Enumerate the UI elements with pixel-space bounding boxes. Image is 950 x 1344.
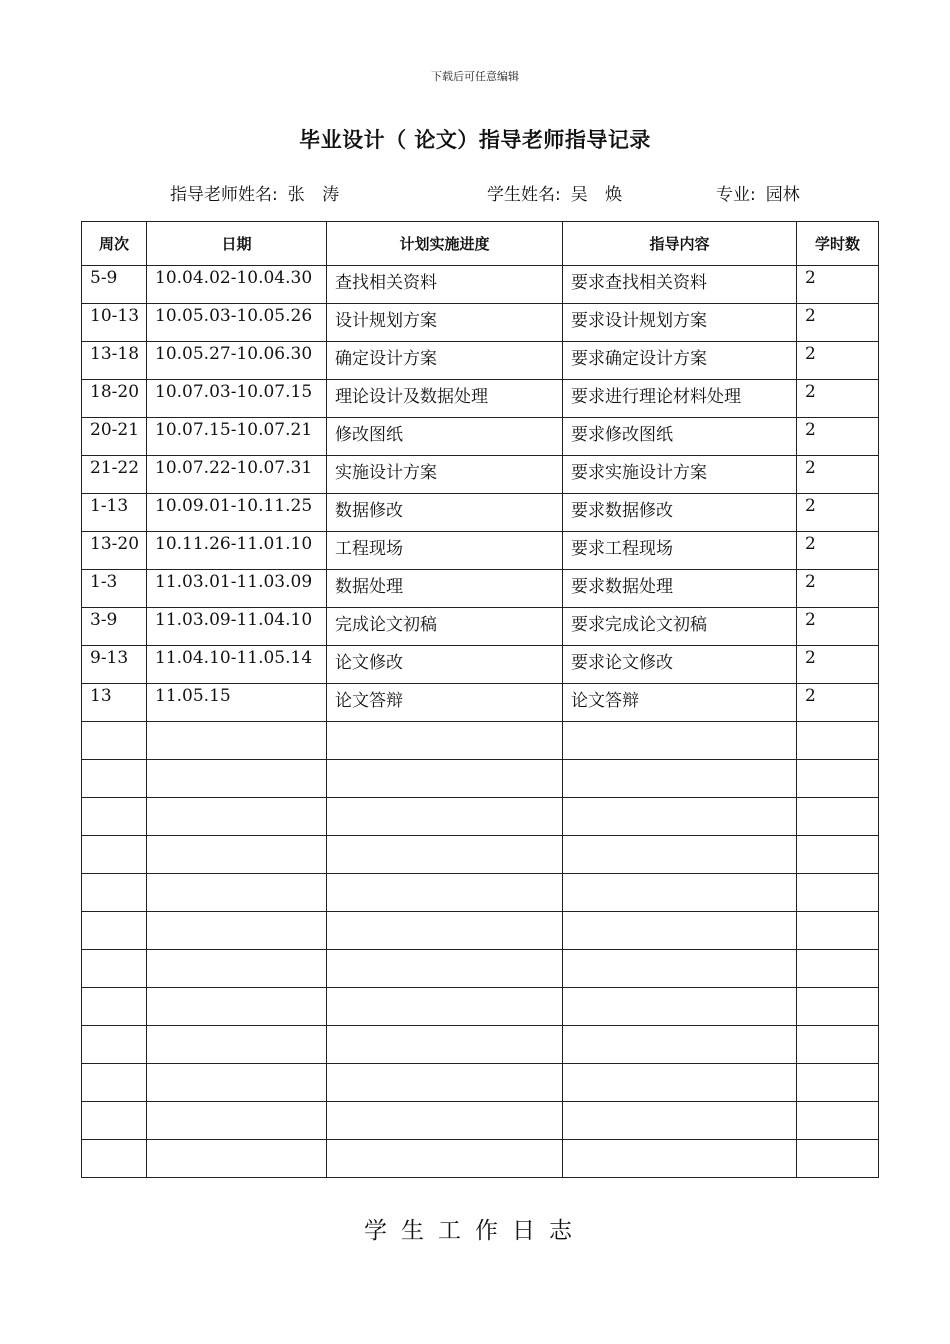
table-row	[82, 646, 879, 684]
cell-date: 10.07.03-10.07.15	[147, 380, 327, 418]
student-label: 学生姓名:	[487, 185, 561, 205]
cell-plan-progress: 确定设计方案	[327, 342, 563, 380]
cell-date	[147, 874, 327, 912]
cell-guidance-content	[563, 798, 797, 836]
cell-guidance-content	[563, 1026, 797, 1064]
table-header-row	[82, 222, 879, 266]
table-row	[82, 342, 879, 380]
cell-date	[147, 1026, 327, 1064]
cell-date: 11.04.10-11.05.14	[147, 646, 327, 684]
cell-date: 10.07.22-10.07.31	[147, 456, 327, 494]
table-row	[82, 608, 879, 646]
table-row	[82, 570, 879, 608]
cell-plan-progress	[327, 950, 563, 988]
cell-plan-progress	[327, 988, 563, 1026]
cell-plan-progress: 设计规划方案	[327, 304, 563, 342]
table-row	[82, 950, 879, 988]
table-row	[82, 266, 879, 304]
footer-heading: 学生工作日志	[364, 1218, 586, 1244]
cell-date: 10.05.03-10.05.26	[147, 304, 327, 342]
cell-plan-progress	[327, 874, 563, 912]
page-title: 毕业设计（ 论文）指导老师指导记录	[299, 128, 651, 152]
cell-week	[82, 1140, 147, 1178]
header-week: 周次	[82, 222, 147, 266]
cell-week: 10-13	[82, 304, 147, 342]
cell-plan-progress: 论文答辩	[327, 684, 563, 722]
cell-plan-progress	[327, 1064, 563, 1102]
cell-guidance-content	[563, 1140, 797, 1178]
major-value: 园林	[765, 185, 800, 205]
cell-week: 13	[82, 684, 147, 722]
table-row	[82, 798, 879, 836]
cell-date: 11.03.09-11.04.10	[147, 608, 327, 646]
teacher-name: 张 涛	[287, 185, 346, 205]
cell-hours: 2	[797, 646, 879, 684]
cell-week	[82, 950, 147, 988]
cell-guidance-content: 要求进行理论材料处理	[563, 380, 797, 418]
table-row	[82, 418, 879, 456]
cell-date	[147, 798, 327, 836]
cell-guidance-content	[563, 836, 797, 874]
cell-week	[82, 1102, 147, 1140]
cell-date	[147, 760, 327, 798]
cell-hours	[797, 798, 879, 836]
cell-week: 3-9	[82, 608, 147, 646]
cell-plan-progress	[327, 1102, 563, 1140]
cell-hours	[797, 1140, 879, 1178]
table-row	[82, 988, 879, 1026]
table-row	[82, 532, 879, 570]
cell-week: 18-20	[82, 380, 147, 418]
cell-hours: 2	[797, 494, 879, 532]
cell-week	[82, 1026, 147, 1064]
cell-guidance-content	[563, 722, 797, 760]
cell-plan-progress	[327, 1140, 563, 1178]
cell-week	[82, 760, 147, 798]
cell-guidance-content	[563, 912, 797, 950]
table-row	[82, 304, 879, 342]
cell-hours	[797, 988, 879, 1026]
cell-week	[82, 722, 147, 760]
student-name: 吴 焕	[570, 185, 629, 205]
cell-plan-progress: 论文修改	[327, 646, 563, 684]
header-guidance-content: 指导内容	[563, 222, 797, 266]
cell-date	[147, 1102, 327, 1140]
cell-guidance-content	[563, 760, 797, 798]
cell-plan-progress: 实施设计方案	[327, 456, 563, 494]
cell-guidance-content: 论文答辩	[563, 684, 797, 722]
cell-plan-progress	[327, 722, 563, 760]
cell-week: 13-20	[82, 532, 147, 570]
cell-hours: 2	[797, 570, 879, 608]
cell-hours	[797, 1102, 879, 1140]
cell-plan-progress	[327, 798, 563, 836]
cell-week	[82, 836, 147, 874]
cell-date	[147, 722, 327, 760]
cell-week: 21-22	[82, 456, 147, 494]
cell-week	[82, 1064, 147, 1102]
header-plan-progress: 计划实施进度	[327, 222, 563, 266]
table-row	[82, 1140, 879, 1178]
cell-guidance-content: 要求工程现场	[563, 532, 797, 570]
cell-guidance-content: 要求确定设计方案	[563, 342, 797, 380]
cell-guidance-content: 要求实施设计方案	[563, 456, 797, 494]
cell-date	[147, 912, 327, 950]
cell-hours: 2	[797, 684, 879, 722]
table-row	[82, 912, 879, 950]
table-body	[82, 266, 879, 1178]
cell-hours: 2	[797, 418, 879, 456]
table-row	[82, 1102, 879, 1140]
watermark-text: 下载后可任意编辑	[431, 70, 519, 83]
cell-plan-progress: 数据处理	[327, 570, 563, 608]
cell-week: 13-18	[82, 342, 147, 380]
cell-date: 10.11.26-11.01.10	[147, 532, 327, 570]
cell-date	[147, 836, 327, 874]
cell-hours	[797, 836, 879, 874]
cell-hours	[797, 912, 879, 950]
cell-week	[82, 988, 147, 1026]
student-info	[487, 180, 628, 205]
cell-date	[147, 1064, 327, 1102]
cell-date: 11.03.01-11.03.09	[147, 570, 327, 608]
cell-plan-progress: 理论设计及数据处理	[327, 380, 563, 418]
cell-plan-progress	[327, 760, 563, 798]
cell-guidance-content	[563, 1102, 797, 1140]
table-row	[82, 684, 879, 722]
major-info	[716, 180, 800, 205]
cell-hours: 2	[797, 266, 879, 304]
table-row	[82, 1064, 879, 1102]
cell-date: 10.05.27-10.06.30	[147, 342, 327, 380]
cell-hours: 2	[797, 608, 879, 646]
cell-plan-progress	[327, 912, 563, 950]
cell-guidance-content: 要求数据处理	[563, 570, 797, 608]
cell-guidance-content: 要求完成论文初稿	[563, 608, 797, 646]
table-row	[82, 380, 879, 418]
cell-hours	[797, 950, 879, 988]
cell-week: 9-13	[82, 646, 147, 684]
cell-date: 10.04.02-10.04.30	[147, 266, 327, 304]
table-row	[82, 456, 879, 494]
cell-guidance-content: 要求设计规划方案	[563, 304, 797, 342]
cell-plan-progress: 工程现场	[327, 532, 563, 570]
cell-guidance-content	[563, 988, 797, 1026]
cell-guidance-content	[563, 1064, 797, 1102]
cell-plan-progress: 完成论文初稿	[327, 608, 563, 646]
header-hours: 学时数	[797, 222, 879, 266]
cell-date: 11.05.15	[147, 684, 327, 722]
table-row	[82, 874, 879, 912]
cell-hours	[797, 874, 879, 912]
cell-guidance-content	[563, 874, 797, 912]
cell-week	[82, 874, 147, 912]
cell-date: 10.09.01-10.11.25	[147, 494, 327, 532]
table-row	[82, 1026, 879, 1064]
cell-guidance-content: 要求数据修改	[563, 494, 797, 532]
cell-guidance-content: 要求修改图纸	[563, 418, 797, 456]
cell-date: 10.07.15-10.07.21	[147, 418, 327, 456]
cell-week	[82, 798, 147, 836]
cell-date	[147, 1140, 327, 1178]
guidance-record-table	[81, 221, 879, 1178]
cell-plan-progress: 查找相关资料	[327, 266, 563, 304]
table-row	[82, 760, 879, 798]
cell-guidance-content: 要求查找相关资料	[563, 266, 797, 304]
cell-hours: 2	[797, 380, 879, 418]
cell-week: 20-21	[82, 418, 147, 456]
cell-plan-progress	[327, 1026, 563, 1064]
teacher-info	[170, 180, 345, 205]
cell-hours: 2	[797, 456, 879, 494]
cell-week	[82, 912, 147, 950]
cell-guidance-content: 要求论文修改	[563, 646, 797, 684]
cell-plan-progress	[327, 836, 563, 874]
cell-date	[147, 950, 327, 988]
cell-guidance-content	[563, 950, 797, 988]
cell-hours: 2	[797, 532, 879, 570]
table-row	[82, 494, 879, 532]
table-row	[82, 722, 879, 760]
cell-hours	[797, 722, 879, 760]
cell-plan-progress: 数据修改	[327, 494, 563, 532]
cell-hours	[797, 760, 879, 798]
cell-hours	[797, 1064, 879, 1102]
teacher-label: 指导老师姓名:	[170, 185, 278, 205]
cell-hours: 2	[797, 304, 879, 342]
cell-hours	[797, 1026, 879, 1064]
major-label: 专业:	[716, 185, 756, 205]
cell-week: 1-13	[82, 494, 147, 532]
cell-date	[147, 988, 327, 1026]
cell-plan-progress: 修改图纸	[327, 418, 563, 456]
table-row	[82, 836, 879, 874]
cell-week: 1-3	[82, 570, 147, 608]
header-date: 日期	[147, 222, 327, 266]
cell-week: 5-9	[82, 266, 147, 304]
cell-hours: 2	[797, 342, 879, 380]
